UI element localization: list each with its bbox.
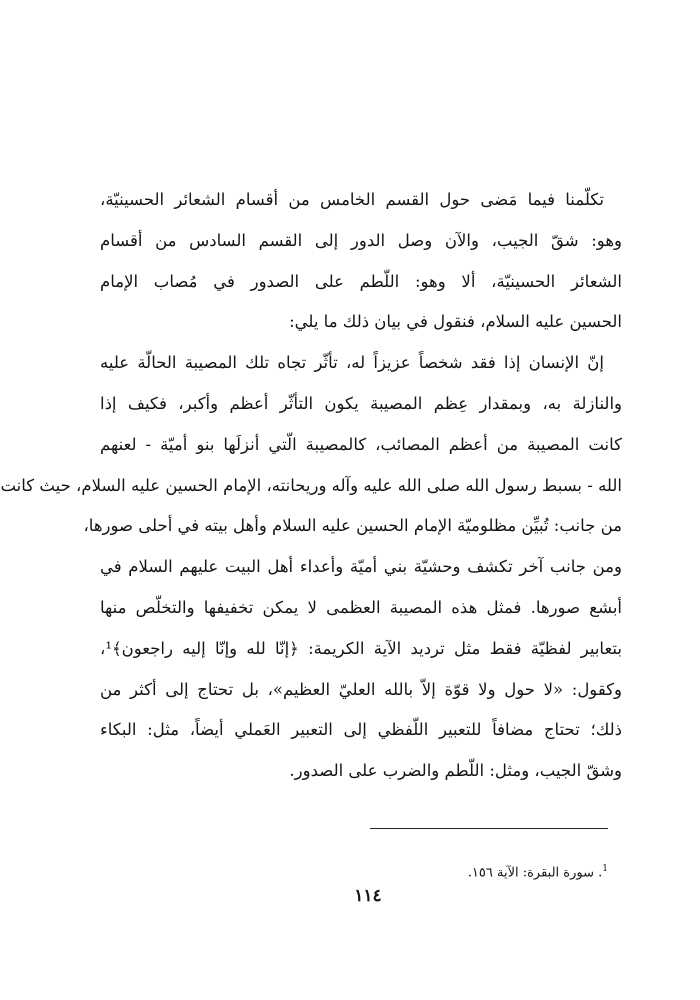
text-line: والنازلة به، وبمقدار عِظم المصيبة يكون التأثّر أعظم وأكبر، فكيف إذا (100, 393, 622, 413)
text-line: إنّ الإنسان إذا فقد شخصاً عزيزاً له، تأثّر تجاه تلك المصيبة الحالّة عليه (100, 353, 604, 373)
text-line: وكقول: «لا حول ولا قوّة إلاّ بالله العليّ العظيم»، بل تحتاج إلى أكثر من (100, 679, 622, 699)
text-line: ذلك؛ تحتاج مضافاً للتعبير اللّفظي إلى التعبير العَملي أيضاً، مثل: البكاء (100, 720, 622, 740)
footnote-text: . سورة البقرة: الآية ١٥٦. (467, 865, 603, 881)
page-number: ١١٤ (354, 886, 382, 906)
footnote-number: 1 (602, 864, 608, 874)
text-line: وهو: شقّ الجيب، والآن وصل الدور إلى القسم السادس من أقسام (100, 230, 622, 250)
body-text (0, 180, 622, 792)
text-line: كانت المصيبة من أعظم المصائب، كالمصيبة الّتي أنزلَها بنو أميّة - لعنهم (100, 434, 622, 454)
footnote (308, 858, 608, 884)
text-line: بتعابير لفظيّة فقط مثل ترديد الآية الكريمة: ﴿إنّا لله وإنّا إليه راجعون﴾¹، (100, 638, 622, 658)
text-line: من جانب: تُبيِّن مظلوميّة الإمام الحسين عليه السلام وأهل بيته في أحلى صورها، (83, 516, 622, 536)
footnote-divider (370, 828, 608, 829)
text-line: أبشع صورها. فمثل هذه المصيبة العظمى لا يمكن تخفيفها والتخلّص منها (100, 597, 622, 617)
text-line: الله - بسبط رسول الله صلى الله عليه وآله وريحانته، الإمام الحسين عليه السلام، حيث كانت (0, 475, 622, 495)
text-line: الشعائر الحسينيّة، ألا وهو: اللّطم على الصدور في مُصاب الإمام (100, 271, 622, 291)
text-line: تكلّمنا فيما مَضى حول القسم الخامس من أقسام الشعائر الحسينيّة، (100, 190, 604, 209)
text-line: وشقّ الجيب، ومثل: اللّطم والضرب على الصدور. (289, 761, 622, 781)
text-line: ومن جانب آخر تكشف وحشيّة بني أميّة وأعداء أهل البيت عليهم السلام في (100, 557, 622, 577)
text-line: الحسين عليه السلام، فنقول في بيان ذلك ما يلي: (289, 312, 622, 332)
